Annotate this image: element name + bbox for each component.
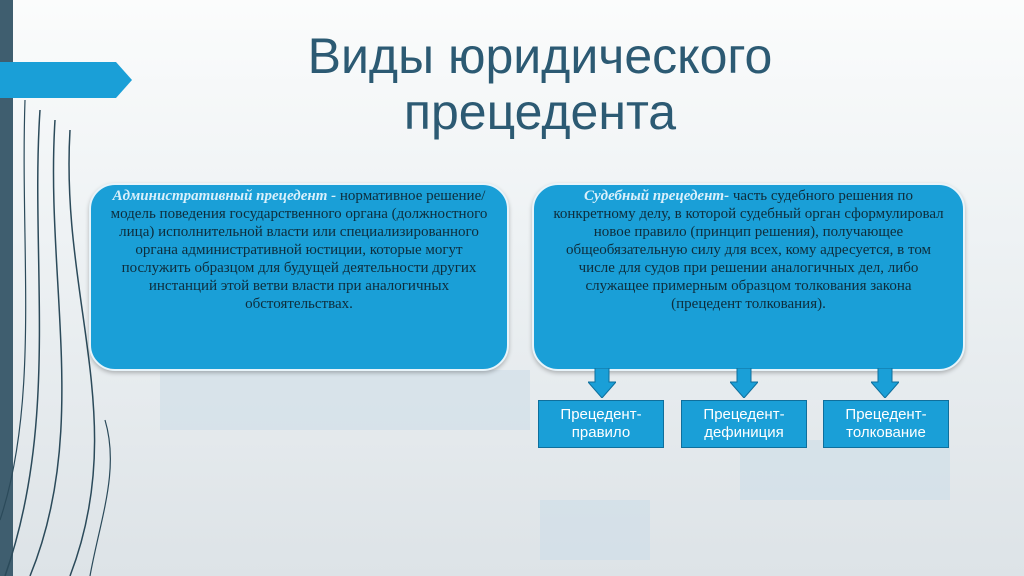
sub-box-line-2: правило [571, 424, 631, 441]
sub-box-line-1: Прецедент- [560, 406, 642, 423]
administrative-precedent-text: нормативное решение/модель поведения государственного органа (должностного лица) исполнительной власти или специализированного органа административной юстиции, которые могут послужить образцом для будущей деятельности других инстанций этой ветви власти при аналогичных обстоятельствах. [110, 188, 488, 312]
judicial-precedent-box [532, 183, 965, 371]
sub-box-line-1: Прецедент- [845, 406, 927, 423]
title-line-2: прецедента [403, 84, 677, 140]
judicial-precedent-term: Судебный прецедент- [584, 188, 730, 204]
background-shape [740, 440, 950, 500]
precedent-interpretation-box [823, 400, 949, 448]
down-arrow-icon [730, 368, 758, 398]
title-arrow-tab [0, 62, 132, 98]
judicial-precedent-text: часть судебного решения по конкретному делу, в которой судебный орган сформулировал новое правило (принцип решения), получающее общеобязательную силу для всех, кому адресуется, в том числе для судов при решении аналогичных дел, либо служащее примерным образцом толкования закона (прецедент толкования). [553, 188, 944, 312]
page-title [200, 28, 880, 140]
down-arrow-icon [588, 368, 616, 398]
administrative-precedent-box [89, 183, 509, 371]
sub-box-line-2: толкование [846, 424, 926, 441]
background-shape [540, 500, 650, 560]
sub-box-line-2: дефиниция [704, 424, 784, 441]
sub-box-line-1: Прецедент- [703, 406, 785, 423]
down-arrow-icon [871, 368, 899, 398]
precedent-definition-box [681, 400, 807, 448]
administrative-precedent-term: Административный прецедент - [112, 188, 337, 204]
precedent-rule-box [538, 400, 664, 448]
background-shape [160, 370, 530, 430]
title-line-1: Виды юридического [307, 28, 773, 84]
